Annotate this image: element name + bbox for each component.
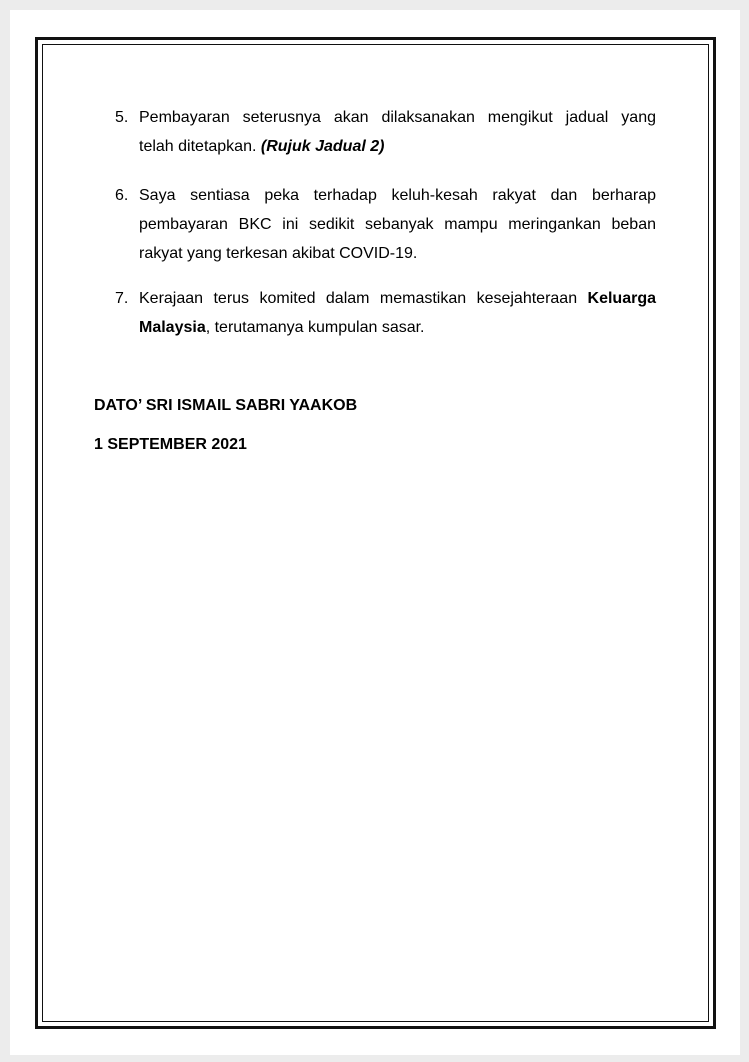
item-number: 7. [115, 290, 129, 307]
item-number: 5. [115, 109, 129, 126]
item-line: Saya sentiasa peka terhadap keluh-kesah rakyat dan berharap [139, 187, 656, 204]
statement-date: 1 SEPTEMBER 2021 [94, 436, 247, 453]
list-item [115, 284, 656, 342]
list-item [115, 181, 656, 268]
table-reference: (Rujuk Jadual 2) [260, 138, 385, 155]
item-text-segment: telah ditetapkan. [139, 138, 257, 155]
item-line: Pembayaran seterusnya akan dilaksanakan mengikut jadual yang [139, 109, 656, 126]
list-item [115, 103, 656, 161]
item-text [139, 103, 656, 161]
item-line: rakyat yang terkesan akibat COVID-19. [139, 245, 418, 262]
item-text-segment: , terutamanya kumpulan sasar. [205, 319, 425, 336]
item-text [139, 181, 656, 268]
item-text [139, 284, 656, 342]
emphasis-text: Keluarga [587, 290, 656, 307]
emphasis-text: Malaysia [139, 319, 206, 336]
item-line [139, 284, 656, 313]
item-line [139, 313, 656, 342]
item-text-segment: Kerajaan terus komited dalam memastikan kesejahteraan [139, 290, 578, 307]
document-page [10, 10, 740, 1055]
signatory-name: DATO’ SRI ISMAIL SABRI YAAKOB [94, 397, 358, 414]
item-line [139, 132, 656, 161]
item-line: pembayaran BKC ini sedikit sebanyak mampu meringankan beban [139, 216, 656, 233]
item-number: 6. [115, 187, 129, 204]
